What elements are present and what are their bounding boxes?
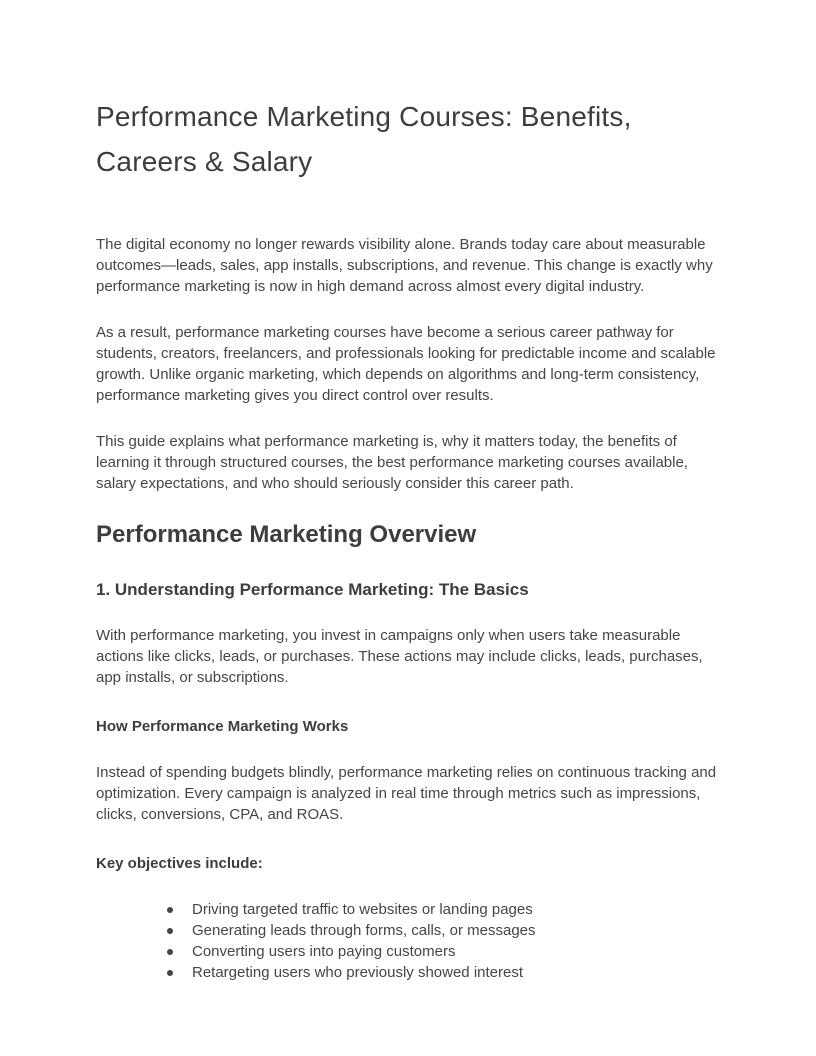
bullet-item <box>96 899 720 920</box>
overview-section-heading: Performance Marketing Overview <box>96 521 477 548</box>
bullet-icon <box>167 970 173 976</box>
objectives-bullet-list <box>96 899 720 983</box>
bullet-item-text: Driving targeted traffic to websites or landing pages <box>192 901 533 918</box>
how-it-works-heading: How Performance Marketing Works <box>96 718 349 735</box>
bullet-item-text: Converting users into paying customers <box>192 943 456 960</box>
intro-paragraph-3: This guide explains what performance marketing is, why it matters today, the benefits of learning it through structured courses, the best performance marketing courses available, salary expectations, and who should seriously consider this career path. <box>96 433 688 492</box>
bullet-item <box>96 962 720 983</box>
document-title: Performance Marketing Courses: Benefits, Careers & Salary <box>96 101 632 177</box>
bullet-icon <box>167 949 173 955</box>
key-objectives-heading: Key objectives include: <box>96 855 263 872</box>
bullet-item-text: Generating leads through forms, calls, or messages <box>192 922 536 939</box>
bullet-icon <box>167 928 173 934</box>
bullet-icon <box>167 907 173 913</box>
basics-paragraph: With performance marketing, you invest in campaigns only when users take measurable actions like clicks, leads, or purchases. These actions may include clicks, leads, purchases, app installs, or subscriptions. <box>96 627 703 686</box>
intro-paragraph-2: As a result, performance marketing courses have become a serious career pathway for students, creators, freelancers, and professionals looking for predictable income and scalable growth. Unlike organic marketing, which depends on algorithms and long-term consistency, performance marketing gives you direct control over results. <box>96 324 716 404</box>
how-it-works-paragraph: Instead of spending budgets blindly, performance marketing relies on continuous tracking and optimization. Every campaign is analyzed in real time through metrics such as impressions, clicks, conversions, CPA, and ROAS. <box>96 764 717 823</box>
bullet-item <box>96 920 720 941</box>
bullet-item-text: Retargeting users who previously showed interest <box>192 964 524 981</box>
bullet-item <box>96 941 720 962</box>
intro-paragraph-1: The digital economy no longer rewards visibility alone. Brands today care about measurable outcomes—leads, sales, app installs, subscriptions, and revenue. This change is exactly why performance marketing is now in high demand across almost every digital industry. <box>96 236 713 295</box>
basics-subsection-heading: 1. Understanding Performance Marketing: The Basics <box>96 580 529 599</box>
